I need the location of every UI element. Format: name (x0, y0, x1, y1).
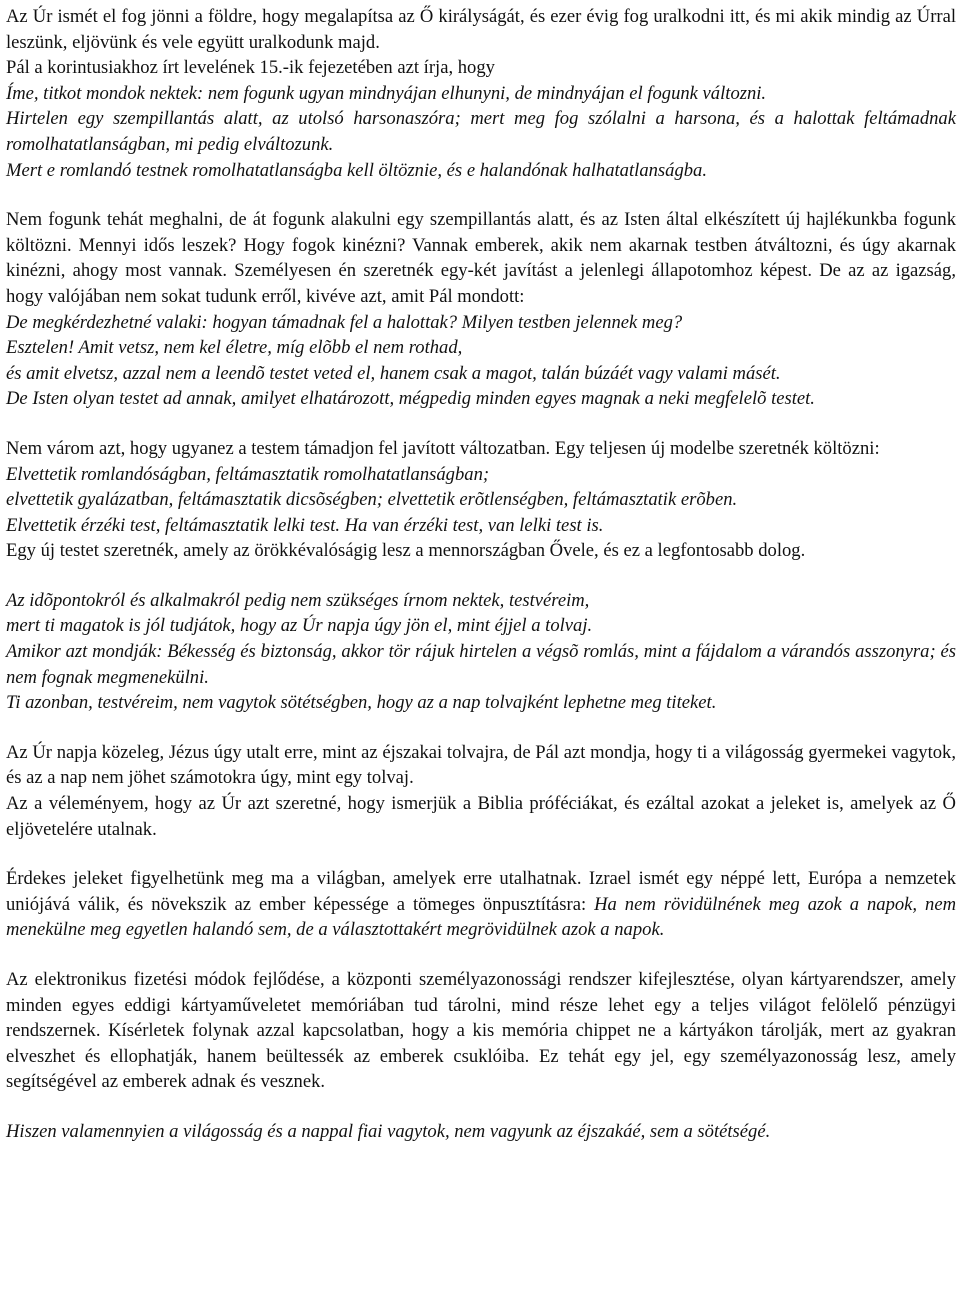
text-line (6, 513, 956, 539)
body-text: Nem fogunk tehát meghalni, de át fogunk alakulni egy szempillantás alatt, és az Isten által elkészített új hajlékunkba fogunk költözni. Mennyi idős leszek? Hogy fogok kinézni? Vannak emberek, akik nem akarnak testben átváltozni, és úgy akarnak kinézni, ahogy most vannak. Személyesen én szeretnék egy-két javítást a jelenlegi állapotomhoz képest. De az az igazság, hogy valójában nem sokat tudunk erről, kivéve azt, amit Pál mondott: (6, 209, 956, 307)
body-text: Az elektronikus fizetési módok fejlődése, a központi személyazonossági rendszer kifejlesztése, olyan kártyarendszer, amely minden egyes eddigi kártyaműveletet memóriában tud tárolni, mind része lehet egy a teljes világot felölelő pénzügyi rendszernek. Kísérletek folynak azzal kapcsolatban, hogy a kis memória chippet ne a kártyákon tárolják, mert az gyakran elveszhet és ellophatják, hanem beültessék az emberek csuklóiba. Ez tehát egy jel, egy személyazonosság lesz, amely segítségével az emberek adnak és vesznek. (6, 969, 956, 1093)
body-text: Egy új testet szeretnék, amely az örökkévalóságig lesz a mennországban Ővele, és ez a legfontosabb dolog. (6, 540, 806, 562)
paragraph (6, 740, 956, 842)
text-line (6, 335, 956, 361)
text-line (6, 690, 956, 716)
text-line (6, 740, 956, 791)
text-line (6, 613, 956, 639)
text-line (6, 207, 956, 309)
body-text: Az a véleményem, hogy az Úr azt szeretné, hogy ismerjük a Biblia próféciákat, és ezáltal azokat a jeleket is, amelyek az Ő eljövetelére utalnak. (6, 793, 956, 840)
text-line (6, 310, 956, 336)
quoted-scripture-text: Hiszen valamennyien a világosság és a nappal fiai vagytok, nem vagyunk az éjszakáé, sem a sötétségé. (6, 1120, 771, 1142)
quoted-scripture-text: elvettetik gyalázatban, feltámasztatik dicsõségben; elvettetik erõtlenségben, feltámasztatik erõben. (6, 489, 738, 511)
document-body (6, 4, 956, 1145)
paragraph (6, 588, 956, 716)
text-line (6, 361, 956, 387)
paragraph (6, 4, 956, 183)
paragraph (6, 207, 956, 412)
text-line (6, 639, 956, 690)
quoted-scripture-text: Amikor azt mondják: Békesség és biztonság, akkor tör rájuk hirtelen a végsõ romlás, mint a fájdalom a várandós asszonyra; és nem fognak megmenekülni. (6, 641, 956, 688)
body-text: Nem várom azt, hogy ugyanez a testem támadjon fel javított változatban. Egy teljesen új modelbe szeretnék költözni: (6, 437, 880, 459)
paragraph (6, 436, 956, 564)
text-line (6, 386, 956, 412)
paragraph (6, 1119, 956, 1145)
quoted-scripture-text: Esztelen! Amit vetsz, nem kel életre, míg elõbb el nem rothad, (6, 337, 463, 359)
text-line (6, 55, 956, 81)
quoted-scripture-text: Íme, titkot mondok nektek: nem fogunk ugyan mindnyájan elhunyni, de mindnyájan el fogunk változni. (6, 82, 767, 104)
text-line (6, 487, 956, 513)
quoted-scripture-text: Elvettetik romlandóságban, feltámasztatik romolhatatlanságban; (6, 463, 490, 485)
text-line (6, 588, 956, 614)
quoted-scripture-text: Hirtelen egy szempillantás alatt, az utolsó harsonaszóra; mert meg fog szólalni a harsona, és a halottak feltámadnak romolhatatlanságban, mi pedig elváltozunk. (6, 108, 956, 155)
quoted-scripture-text: De Isten olyan testet ad annak, amilyet elhatározott, mégpedig minden egyes magnak a neki megfelelõ testet. (6, 388, 815, 410)
body-text: Pál a korintusiakhoz írt levelének 15.-ik fejezetében azt írja, hogy (6, 57, 495, 79)
text-line (6, 1119, 956, 1145)
quoted-scripture-text: Mert e romlandó testnek romolhatatlanságba kell öltöznie, és e halandónak halhatatlanságba. (6, 159, 707, 181)
body-text: Az Úr ismét el fog jönni a földre, hogy megalapítsa az Ő királyságát, és ezer évig fog uralkodni itt, és mi akik mindig az Úrral leszünk, eljövünk és vele együtt uralkodunk majd. (6, 6, 956, 53)
text-line (6, 436, 956, 462)
text-line (6, 538, 956, 564)
quoted-scripture-text: De megkérdezhetné valaki: hogyan támadnak fel a halottak? Milyen testben jelennek meg? (6, 311, 683, 333)
body-text: Érdekes jeleket figyelhetünk meg ma a világban, amelyek erre utalhatnak. Izrael ismét egy néppé lett, Európa a nemzetek uniójává válik, és növekszik az ember képessége a tömeges önpusztításra: (6, 868, 956, 915)
text-line (6, 106, 956, 157)
quoted-scripture-text: Ha nem rövidülnének meg azok a napok, nem menekülne meg egyetlen halandó sem, de a választottakért megrövidülnek azok a napok. (6, 893, 957, 941)
text-line (6, 791, 956, 842)
quoted-scripture-text: Elvettetik érzéki test, feltámasztatik lelki test. Ha van érzéki test, van lelki test is. (6, 514, 604, 536)
text-line (6, 462, 956, 488)
text-line (6, 4, 956, 55)
text-line (6, 866, 956, 943)
quoted-scripture-text: mert ti magatok is jól tudjátok, hogy az Úr napja úgy jön el, mint éjjel a tolvaj. (6, 615, 593, 637)
text-line (6, 967, 956, 1095)
paragraph (6, 967, 956, 1095)
text-line (6, 158, 956, 184)
paragraph (6, 866, 956, 943)
quoted-scripture-text: Ti azonban, testvéreim, nem vagytok sötétségben, hogy az a nap tolvajként lephetne meg titeket. (6, 692, 717, 714)
quoted-scripture-text: és amit elvetsz, azzal nem a leendõ testet veted el, hanem csak a magot, talán búzáét vagy valami másét. (6, 362, 781, 384)
body-text: Az Úr napja közeleg, Jézus úgy utalt erre, mint az éjszakai tolvajra, de Pál azt mondja, hogy ti a világosság gyermekei vagytok, és az a nap nem jöhet számotokra úgy, mint egy tolvaj. (6, 741, 956, 789)
text-line (6, 81, 956, 107)
quoted-scripture-text: Az idõpontokról és alkalmakról pedig nem szükséges írnom nektek, testvéreim, (6, 589, 590, 611)
